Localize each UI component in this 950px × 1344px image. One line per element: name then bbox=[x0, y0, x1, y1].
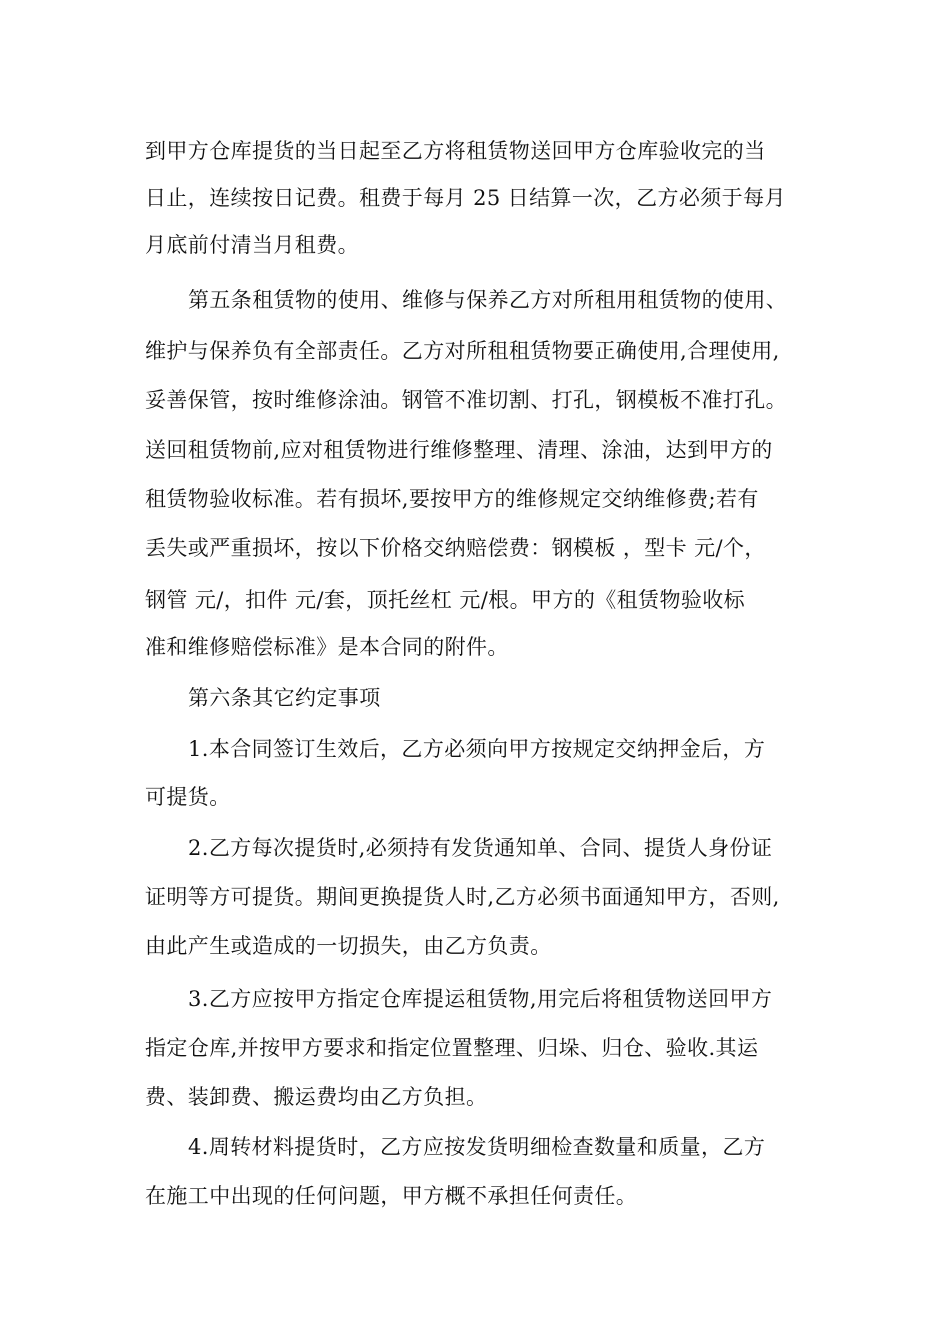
text-line: 指定仓库,并按甲方要求和指定位置整理、归垛、归仓、验收.其运 bbox=[145, 1036, 759, 1060]
text-line: 妥善保管，按时维修涂油。钢管不准切割、打孔，钢模板不准打孔。 bbox=[145, 388, 787, 412]
text-line: 2.乙方每次提货时,必须持有发货通知单、合同、提货人身份证 bbox=[188, 836, 773, 860]
text-line: 租赁物验收标准。若有损坏,要按甲方的维修规定交纳维修费;若有 bbox=[145, 487, 759, 511]
text-line: 4.周转材料提货时，乙方应按发货明细检查数量和质量，乙方 bbox=[188, 1135, 766, 1159]
text-line: 3.乙方应按甲方指定仓库提运租赁物,用完后将租赁物送回甲方 bbox=[188, 987, 773, 1011]
text-line: 可提货。 bbox=[145, 785, 231, 809]
text-line: 丢失或严重损坏，按以下价格交纳赔偿费：钢模板 ，型卡 元/个， bbox=[145, 536, 766, 560]
text-line: 由此产生或造成的一切损失，由乙方负责。 bbox=[145, 934, 552, 958]
text-line: 在施工中出现的任何问题，甲方概不承担任何责任。 bbox=[145, 1184, 638, 1208]
text-line: 证明等方可提货。期间更换提货人时,乙方必须书面通知甲方，否则, bbox=[145, 885, 780, 909]
text-line: 准和维修赔偿标准》是本合同的附件。 bbox=[145, 635, 509, 659]
text-line: 日止，连续按日记费。租费于每月 25 日结算一次，乙方必须于每月 bbox=[145, 186, 786, 210]
text-line: 钢管 元/，扣件 元/套，顶托丝杠 元/根。甲方的《租赁物验收标 bbox=[145, 588, 746, 612]
text-line: 月底前付清当月租费。 bbox=[145, 233, 359, 257]
text-line: 第五条租赁物的使用、维修与保养乙方对所租用租赁物的使用、 bbox=[188, 288, 788, 312]
text-line: 费、装卸费、搬运费均由乙方负担。 bbox=[145, 1085, 488, 1109]
text-line: 送回租赁物前,应对租赁物进行维修整理、清理、涂油，达到甲方的 bbox=[145, 438, 773, 462]
text-line: 维护与保养负有全部责任。乙方对所租租赁物要正确使用,合理使用, bbox=[145, 339, 780, 363]
text-line: 1.本合同签订生效后，乙方必须向甲方按规定交纳押金后，方 bbox=[188, 737, 766, 761]
section-heading: 第六条其它约定事项 bbox=[188, 686, 381, 710]
text-line: 到甲方仓库提货的当日起至乙方将租赁物送回甲方仓库验收完的当 bbox=[145, 139, 766, 163]
